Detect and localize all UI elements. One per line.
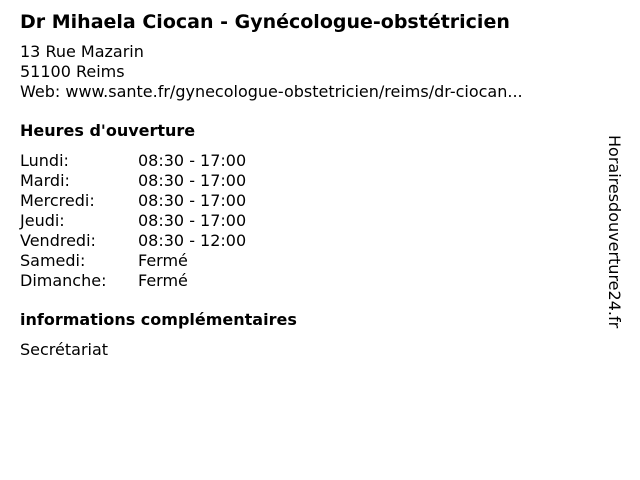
hours-day: Lundi: — [20, 151, 69, 170]
hours-day: Samedi: — [20, 251, 86, 270]
hours-time: 08:30 - 17:00 — [138, 191, 247, 210]
hours-time: 08:30 - 17:00 — [138, 211, 247, 230]
hours-row-mercredi — [20, 191, 600, 211]
page-title: Dr Mihaela Ciocan - Gynécologue-obstétricien — [20, 11, 510, 33]
hours-time: Fermé — [138, 271, 188, 290]
hours-row-vendredi — [20, 231, 600, 251]
hours-row-samedi — [20, 251, 600, 271]
hours-day: Vendredi: — [20, 231, 96, 250]
hours-day: Jeudi: — [20, 211, 65, 230]
hours-day: Mercredi: — [20, 191, 95, 210]
website-line[interactable]: Web: www.sante.fr/gynecologue-obstetricien/reims/dr-ciocan... — [20, 82, 523, 101]
additional-info-heading: informations complémentaires — [20, 310, 297, 329]
brand-watermark: Horairesdouverture24.fr — [605, 135, 624, 329]
hours-day: Mardi: — [20, 171, 70, 190]
address-city: 51100 Reims — [20, 62, 125, 81]
hours-row-mardi — [20, 171, 600, 191]
address-street: 13 Rue Mazarin — [20, 42, 144, 61]
hours-row-lundi — [20, 151, 600, 171]
hours-row-dimanche — [20, 271, 600, 291]
opening-hours-table — [20, 151, 600, 291]
hours-time: 08:30 - 17:00 — [138, 151, 247, 170]
hours-row-jeudi — [20, 211, 600, 231]
hours-time: 08:30 - 12:00 — [138, 231, 247, 250]
hours-time: Fermé — [138, 251, 188, 270]
opening-hours-heading: Heures d'ouverture — [20, 121, 196, 140]
hours-time: 08:30 - 17:00 — [138, 171, 247, 190]
listing-content — [20, 9, 600, 360]
hours-day: Dimanche: — [20, 271, 107, 290]
additional-info-text: Secrétariat — [20, 340, 109, 359]
